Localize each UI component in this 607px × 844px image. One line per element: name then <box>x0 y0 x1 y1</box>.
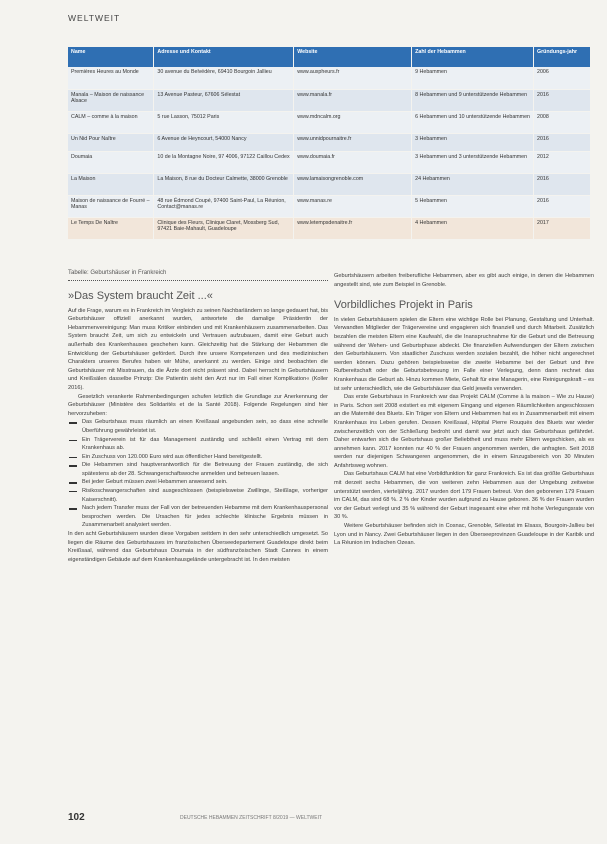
table-cell: Manala – Maison de naissance Alsace <box>68 89 154 111</box>
table-row <box>68 89 591 111</box>
table-cell: 30 avenue du Belvédère, 69410 Bourgoin Jallieu <box>154 67 294 89</box>
table-cell: 13 Avenue Pasteur, 67606 Sélestat <box>154 89 294 111</box>
table-cell: 5 Hebammen <box>412 195 534 217</box>
footer-text: DEUTSCHE HEBAMMEN ZEITSCHRIFT 8/2019 — WELTWEIT <box>180 815 323 821</box>
table-cell: Doumaia <box>68 151 154 173</box>
table-cell: 48 rue Édmond Coupé, 97400 Saint-Paul, La Réunion, Contact@manas.re <box>154 195 294 217</box>
left-column <box>68 292 328 564</box>
paragraph: In vielen Geburtshäusern spielen die Eltern eine wichtige Rolle bei Planung, Gestaltung und Unterhalt. Verwandten Mitglieder der Trägervereine und engagieren sich finanziell und durch Mitarbeit. Zusätzlich bezahlen die meisten Eltern eine Kaufwahl, die die Inanspruchnahme für die Geburt und die Betreuung während der Wehen- und Geburtsphase abdeckt. Die finanziellen Aufwendungen der Eltern zwischen den Geburtshäusern. Von staatlicher Zuschuss werden sozialen bezahlt, die höher nicht angerechnet werden können. Dazu gehören beispielsweise die zweite Hebamme bei der Geburt und ihre Rufbereitschaft oder die Geburtsbetreuung im Falle einer Verlegung, denn dann rechnet das Krankenhaus die Geburt ab. Hinzu kommen Miete, Gehalt für eine Managerin, eine Reinigungskraft – es ist sehr unterschiedlich, wie die Geburtshäuser das Geld jeweils verwenden. <box>334 316 594 392</box>
table-cell: La Maison <box>68 173 154 195</box>
table-cell: Premières Heures au Monde <box>68 67 154 89</box>
table-cell: CALM – comme à la maison <box>68 111 154 133</box>
table-row <box>68 111 591 133</box>
table-header-cell: Website <box>294 47 412 67</box>
table-cell: 24 Hebammen <box>412 173 534 195</box>
table-row <box>68 217 591 239</box>
left-heading: »Das System braucht Zeit ...« <box>68 290 213 302</box>
table-cell: 6 Avenue de Heyncourt, 54000 Nancy <box>154 133 294 151</box>
table-cell: 3 Hebammen <box>412 133 534 151</box>
right-heading: Vorbildliches Projekt in Paris <box>334 299 473 312</box>
table-cell: 5 rue Lasson, 75012 Paris <box>154 111 294 133</box>
table-cell: 2012 <box>534 151 591 173</box>
table-row <box>68 195 591 217</box>
table-cell: www.doumaia.fr <box>294 151 412 173</box>
table-cell: 2008 <box>534 111 591 133</box>
table-cell: www.unnidpournaitre.fr <box>294 133 412 151</box>
list-item: Risikoschwangerschaften sind ausgeschlossen (beispielsweise Zwillinge, Steißlage, vorheriger Kaiserschnitt). <box>68 487 328 504</box>
table-cell: 10 de la Montagne Noire, 97 4006, 97122 Caillou Cedex <box>154 151 294 173</box>
paragraph: Geburtshäusern arbeiten freiberufliche Hebammen, aber es gibt auch einige, in denen die Hebammen angestellt sind, wie zum Beispiel in Grenoble. <box>334 273 594 288</box>
list-item: Ein Trägerverein ist für das Management zuständig und schließt einen Vertrag mit dem Krankenhaus ab. <box>68 436 328 453</box>
table-cell: 2016 <box>534 89 591 111</box>
table-cell: 2016 <box>534 173 591 195</box>
table-cell: 8 Hebammen und 9 unterstützende Hebammen <box>412 89 534 111</box>
table-cell: La Maison, 8 rue du Docteur Calmette, 38000 Grenoble <box>154 173 294 195</box>
table-cell: www.manala.fr <box>294 89 412 111</box>
page-number: 102 <box>68 812 85 823</box>
section-label: WELTWEIT <box>68 13 121 23</box>
list-item: Ein Zuschuss von 120.000 Euro wird aus öffentlicher Hand bereitgestellt. <box>68 453 328 462</box>
table-cell: Maison de naissance de Fourré – Manas <box>68 195 154 217</box>
table-cell: 2017 <box>534 217 591 239</box>
table-cell: www.auxpheurs.fr <box>294 67 412 89</box>
table-cell: 9 Hebammen <box>412 67 534 89</box>
table-cell: 2016 <box>534 133 591 151</box>
table-cell: 3 Hebammen und 3 unterstützende Hebammen <box>412 151 534 173</box>
table-cell: 2006 <box>534 67 591 89</box>
table-header-cell: Adresse und Kontakt <box>154 47 294 67</box>
paragraph: Das erste Geburtshaus in Frankreich war das Projekt CALM (Comme à la maison – Wie zu Hause) in Paris. Schon seit 2008 existiert es mit eigenem Eingang und eigenen Räumlichkeiten angeschlossen an die Maternité des Bluets. Ein Träger von Eltern und Hebammen hat es in Zusammenarbeit mit einem Krankenhaus ins Leben gerufen. Dessen Kreißsaal, Hôpital Pierre Rouquès des Bluets war wieder zwischenzeitlich von der Schließung bedroht und damit war jetzt auch das Geburtshaus gefährdet. Daher entwarfen sich die Geburtshaus großer Beliebtheit und muss mehr Eltern wegschicken, als es annehmen kann. 2017 konnten nur 40 % der Frauen angenommen werden, die anfragten. Seit 2018 werden nur diejenigen Schwangeren angenommen, die in einem Einzugsbereich von 30 Minuten Anfahrtsweg wohnen. <box>334 394 594 469</box>
list-item: Nach jedem Transfer muss der Fall von der betreuenden Hebamme mit dem Krankenhauspersonal besprochen werden. Die Ursachen für jedes schlechte klinische Ergebnis müssen in Zusammenarbeit analysiert werden. <box>68 504 328 530</box>
right-column <box>334 272 594 548</box>
table-cell: www.lamaisongrenoble.com <box>294 173 412 195</box>
table-cell: 6 Hebammen und 10 unterstützende Hebammen <box>412 111 534 133</box>
table-cell: Un Nid Pour Naître <box>68 133 154 151</box>
table-row <box>68 67 591 89</box>
table-cell: 2016 <box>534 195 591 217</box>
list-item: Bei jeder Geburt müssen zwei Hebammen anwesend sein. <box>68 478 328 487</box>
table-header-cell: Gründungs-jahr <box>534 47 591 67</box>
table-header-cell: Name <box>68 47 154 67</box>
paragraph: Gesetzlich verankerte Rahmenbedingungen schufen letztlich die Grundlage zur Anerkennung der Geburtshäuser (Ministère des Solidarités et de la Santé 2018). Folgende Regelungen sind hier hervorzuheben: <box>68 393 328 417</box>
table-cell: 4 Hebammen <box>412 217 534 239</box>
paragraph: In den acht Geburtshäusern wurden diese Vorgaben seitdem in den sehr unterschiedlich umgesetzt. So liegen die Räume des Geburtshauses im französischen Überseedepartement Guadeloupe direkt beim Kreißsaal, während das Geburtshaus Doumaia in der südfranzösischen Stadt Cannes in einem eigenständigen Gebäude auf dem Krankenhausgelände untergebracht ist. In den meisten <box>68 531 328 563</box>
paragraph: Auf die Frage, warum es in Frankreich im Vergleich zu seinen Nachbarländern so lange gedauert hat, bis Geburtshäuser offiziell anerkannt wurden, antwortete die damalige Präsidentin der Hebammenvereinigung: Man muss Kritiker einbinden und mit Krankenhäusern zusammenarbeiten. Das System braucht Zeit, um sich zu entwickeln und Vertrauen aufzubauen, damit eine Geburt auch außerhalb des Krankenhauses geschehen kann. Gleichzeitig hat die Stärkung der Hebammen die Entwicklung der Geburtshäuser gefördert. Durch ihre unsere Kompetenzen und des medizinischen Charakters unseres Berufes haben wir Mühe, anerkannt zu werden. Einige sind beobachten die Geburtshäuser mit Misstrauen, da die Ärzte dort nicht präsent sind. Dabei herrscht in Geburtshäusern und Kreißsälen dasselbe Prinzip: Die Patientin sieht den Arzt nur im Fall einer Komplikation« (Koller 2016). <box>68 307 328 391</box>
table-cell: Clinique des Fleurs, Clinique Claret, Mossberg Sud, 97421 Baie-Mahault, Guadeloupe <box>154 217 294 239</box>
regulations-list <box>68 418 328 530</box>
table-row <box>68 133 591 151</box>
table-cell: www.manas.re <box>294 195 412 217</box>
table-row <box>68 151 591 173</box>
table-caption: Tabelle: Geburtshäuser in Frankreich <box>68 270 167 276</box>
table-cell: Le Temps De Naître <box>68 217 154 239</box>
list-item: Die Hebammen sind hauptverantwortlich für die Betreuung der Frauen zuständig, die sich spätestens ab der 28. Schwangerschaftswoche anmelden und betreuen lassen. <box>68 461 328 478</box>
dotted-divider <box>68 280 328 281</box>
table-cell: www.mdncalm.org <box>294 111 412 133</box>
list-item: Das Geburtshaus muss räumlich an einen Kreißsaal angebunden sein, so dass eine schnelle Überführung gewährleistet ist. <box>68 418 328 435</box>
table-cell: www.letempsdenaitre.fr <box>294 217 412 239</box>
table-header-cell: Zahl der Hebammen <box>412 47 534 67</box>
paragraph: Weitere Geburtshäuser befinden sich in Cosnac, Grenoble, Sélestat im Elsass, Bourgoin-Jallieu bei Lyon und in Nancy. Zwei Geburtshäuser liegen in den Überseeprovinzen Guadeloupe in der Karibik und La Réunion im Indischen Ozean. <box>334 523 594 547</box>
birth-centers-table <box>68 47 591 240</box>
table-header-row <box>68 47 591 67</box>
table-row <box>68 173 591 195</box>
paragraph: Das Geburtshaus CALM hat eine Vorbildfunktion für ganz Frankreich. Es ist das größte Geburtshaus mit derzeit sechs Hebammen, die von weiteren zehn Hebammen aus der Umgebung zeitweise unterstützt werden, vierteljährig. 2017 wurden dort 179 Frauen betreut. Von den geborenen 179 Frauen im CALM, das sind 68 %. 2 % der Kinder wurden aufgrund zu Hause geboren. 36 % der Frauen wurden vor der Geburt verlegt und 35 % während der Geburt insgesamt eine eher mit hohe Verlegungsrate von 30 %. <box>334 471 594 521</box>
